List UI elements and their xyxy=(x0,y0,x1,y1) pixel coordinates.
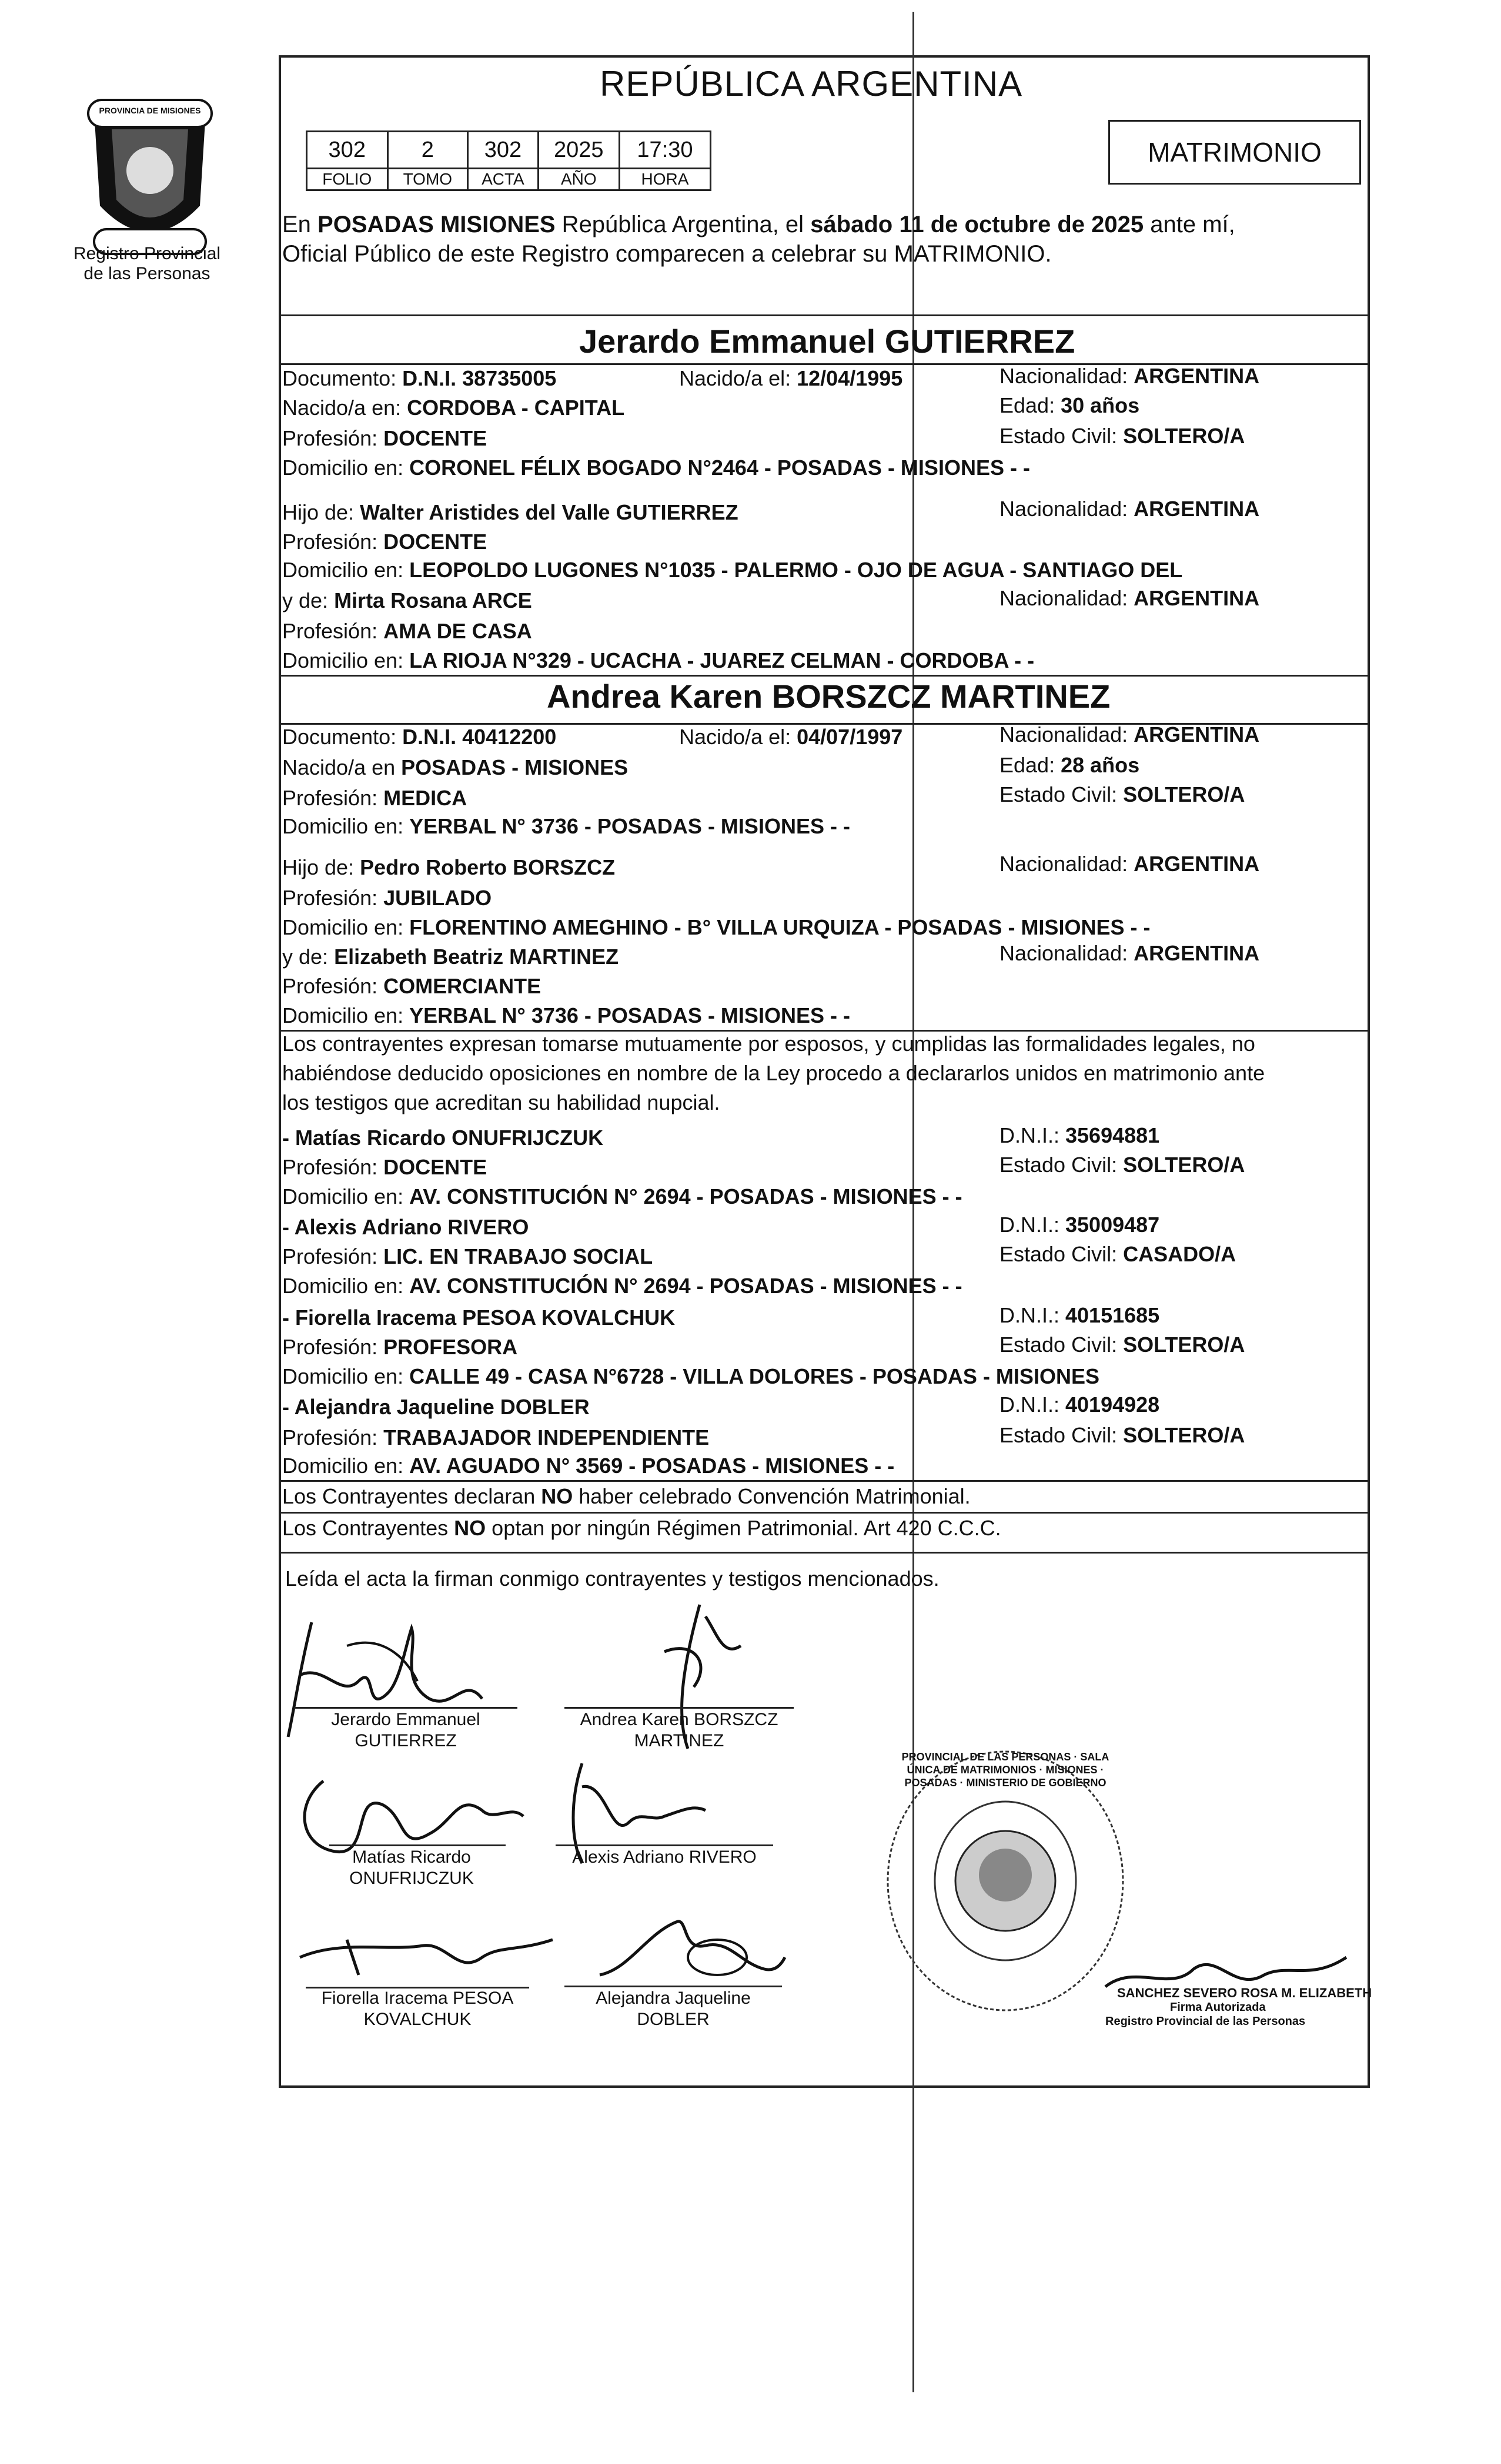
label: D.N.I.: xyxy=(999,1392,1066,1417)
label: Domicilio en: xyxy=(282,558,410,582)
spouse-1-birthdate xyxy=(679,366,902,391)
witness-4-profession xyxy=(282,1425,709,1451)
value: 35009487 xyxy=(1065,1213,1160,1237)
value: CORDOBA - CAPITAL xyxy=(407,396,625,420)
year-label: AÑO xyxy=(538,169,619,190)
label: Profesión: xyxy=(282,1335,384,1359)
label: Estado Civil: xyxy=(999,782,1124,806)
witness-2-dni xyxy=(999,1212,1159,1238)
signature-5-line-1: Fiorella Iracema PESOA xyxy=(321,1988,514,2008)
spouse-2-name: Andrea Karen BORSZCZ MARTINEZ xyxy=(547,678,1111,715)
value: ARGENTINA xyxy=(1134,722,1260,746)
signature-2-line-1: Andrea Karen BORSZCZ xyxy=(580,1710,778,1729)
value: ARGENTINA xyxy=(1134,364,1260,388)
acta-label: ACTA xyxy=(468,169,538,190)
value: SOLTERO/A xyxy=(1123,1153,1245,1177)
divider xyxy=(279,675,1370,677)
spouse-1-document xyxy=(282,366,556,391)
signature-2-line xyxy=(564,1707,794,1709)
spouse-2-father-profession xyxy=(282,885,492,911)
value: TRABAJADOR INDEPENDIENTE xyxy=(383,1425,710,1449)
divider xyxy=(279,1480,1370,1482)
declaration-line-1: Los contrayentes expresan tomarse mutuamente por esposos, y cumplidas las formalidades legales, no xyxy=(282,1032,1255,1056)
witness-3-civil xyxy=(999,1332,1245,1358)
tomo-value: 2 xyxy=(387,132,468,169)
signature-2-line-2: MARTINEZ xyxy=(634,1731,724,1750)
signature-3-label xyxy=(312,1847,512,1889)
witness-1-name: - Matías Ricardo ONUFRIJCZUK xyxy=(282,1126,604,1150)
value: CORONEL FÉLIX BOGADO N°2464 - POSADAS - MISIONES - - xyxy=(409,456,1030,480)
registry-label-line1: Registro Provincial xyxy=(73,244,221,263)
value: Walter Aristides del Valle GUTIERREZ xyxy=(360,500,738,524)
label: Hijo de: xyxy=(282,500,360,524)
spouse-2-mother-nationality xyxy=(999,940,1259,966)
label: Profesión: xyxy=(282,1244,384,1268)
label: Hijo de: xyxy=(282,855,360,879)
spouse-2-father-nationality xyxy=(999,851,1259,877)
witness-2-address xyxy=(282,1273,962,1299)
text: NO xyxy=(541,1484,573,1508)
label: Profesión: xyxy=(282,886,384,910)
convention-line-1 xyxy=(282,1484,971,1509)
value: 04/07/1997 xyxy=(797,725,903,749)
intro-text: ante mí, xyxy=(1144,212,1235,237)
value: LEOPOLDO LUGONES N°1035 - PALERMO - OJO DE AGUA - SANTIAGO DEL xyxy=(409,558,1183,582)
logo-text: PROVINCIA DE MISIONES xyxy=(99,106,201,115)
official-role-2: Registro Provincial de las Personas xyxy=(1105,2015,1306,2028)
spouse-1-mother xyxy=(282,588,532,614)
intro-place: POSADAS MISIONES xyxy=(317,212,556,237)
label: Nacido/a el: xyxy=(679,366,797,390)
signature-6-line-1: Alejandra Jaqueline xyxy=(596,1988,751,2008)
spouse-2-father-address xyxy=(282,915,1150,940)
value: AV. CONSTITUCIÓN N° 2694 - POSADAS - MISIONES - - xyxy=(409,1274,962,1298)
value: LA RIOJA N°329 - UCACHA - JUAREZ CELMAN - CORDOBA - - xyxy=(409,648,1035,672)
divider xyxy=(279,314,1370,316)
spouse-2-address xyxy=(282,813,850,839)
label: Domicilio en: xyxy=(282,1274,410,1298)
label: y de: xyxy=(282,588,335,612)
label: Nacionalidad: xyxy=(999,364,1134,388)
spouse-1-nationality xyxy=(999,363,1259,389)
spouse-1-age xyxy=(999,393,1139,419)
label: Estado Civil: xyxy=(999,1242,1124,1266)
hour-label: HORA xyxy=(619,169,710,190)
label: Documento: xyxy=(282,366,403,390)
spouse-1-mother-profession xyxy=(282,618,532,644)
label: D.N.I.: xyxy=(999,1123,1066,1147)
label: Domicilio en: xyxy=(282,814,410,838)
signature-4-line-1: Alexis Adriano RIVERO xyxy=(572,1847,757,1867)
signature-3-line-1: Matías Ricardo xyxy=(352,1847,471,1867)
value: D.N.I. 40412200 xyxy=(402,725,557,749)
label: Estado Civil: xyxy=(999,1423,1124,1447)
hour-value: 17:30 xyxy=(619,132,710,169)
spouse-1-birthplace xyxy=(282,395,624,421)
value: 28 años xyxy=(1061,753,1140,777)
value: JUBILADO xyxy=(383,886,492,910)
spouse-2-birthplace xyxy=(282,755,628,781)
witness-4-address xyxy=(282,1453,894,1479)
value: 40151685 xyxy=(1065,1303,1160,1327)
spouse-2-profession xyxy=(282,785,467,811)
value: AMA DE CASA xyxy=(383,619,532,643)
label: Nacido/a en xyxy=(282,755,402,779)
witness-1-dni xyxy=(999,1123,1159,1149)
label: Nacionalidad: xyxy=(999,852,1134,876)
label: D.N.I.: xyxy=(999,1213,1066,1237)
value: SOLTERO/A xyxy=(1123,782,1245,806)
spouse-1-civil-status xyxy=(999,423,1245,449)
signature-5-line-2: KOVALCHUK xyxy=(363,2010,472,2029)
spouse-1-father xyxy=(282,500,738,525)
acta-value: 302 xyxy=(468,132,538,169)
label: Domicilio en: xyxy=(282,456,410,480)
value: SOLTERO/A xyxy=(1123,1423,1245,1447)
year-value: 2025 xyxy=(538,132,619,169)
signature-6-image xyxy=(594,1899,788,1993)
spouse-2-birthdate xyxy=(679,724,902,750)
declaration-line-3: los testigos que acreditan su habilidad nupcial. xyxy=(282,1090,720,1114)
value: Mirta Rosana ARCE xyxy=(334,588,532,612)
value: DOCENTE xyxy=(383,426,487,450)
text: optan por ningún Régimen Patrimonial. Art 420 C.C.C. xyxy=(486,1516,1001,1540)
signature-2-label xyxy=(564,1709,794,1752)
spouse-2-mother-profession xyxy=(282,973,541,999)
spouse-1-profession xyxy=(282,426,487,451)
folio-value: 302 xyxy=(307,132,388,169)
value: ARGENTINA xyxy=(1134,852,1260,876)
act-type-box xyxy=(1108,120,1361,185)
signature-3-line-2: ONUFRIJCZUK xyxy=(349,1869,474,1888)
witness-4-dni xyxy=(999,1392,1159,1418)
divider xyxy=(279,1552,1370,1554)
spouse-1-address xyxy=(282,455,1030,481)
spouse-2-document xyxy=(282,724,556,750)
witness-3-dni xyxy=(999,1303,1159,1328)
witness-3-name: - Fiorella Iracema PESOA KOVALCHUK xyxy=(282,1305,676,1330)
spouse-1-father-profession xyxy=(282,529,487,555)
value: LIC. EN TRABAJO SOCIAL xyxy=(383,1244,653,1268)
value: FLORENTINO AMEGHINO - B° VILLA URQUIZA - POSADAS - MISIONES - - xyxy=(409,915,1151,939)
divider xyxy=(279,1512,1370,1514)
label: Nacionalidad: xyxy=(999,497,1134,521)
official-name: SANCHEZ SEVERO ROSA M. ELIZABETH xyxy=(1117,1986,1372,2000)
label: D.N.I.: xyxy=(999,1303,1066,1327)
signature-3-line xyxy=(329,1844,506,1846)
act-type: MATRIMONIO xyxy=(1148,137,1322,168)
intro-line-1 xyxy=(282,210,1235,239)
witness-3-profession xyxy=(282,1334,517,1360)
label: Nacionalidad: xyxy=(999,941,1134,965)
spouse-1-father-nationality xyxy=(999,496,1259,522)
spouse-1-mother-nationality xyxy=(999,585,1259,611)
spouse-2-father xyxy=(282,855,615,881)
witness-2-civil xyxy=(999,1241,1236,1267)
value: AV. CONSTITUCIÓN N° 2694 - POSADAS - MISIONES - - xyxy=(409,1184,962,1208)
label: Edad: xyxy=(999,393,1061,417)
label: Nacido/a en: xyxy=(282,396,407,420)
witness-1-civil xyxy=(999,1152,1245,1178)
label: Profesión: xyxy=(282,1155,384,1179)
spouse-1-father-address xyxy=(282,557,1182,583)
value: DOCENTE xyxy=(383,530,487,554)
signature-1-label xyxy=(294,1709,517,1752)
page-title: REPÚBLICA ARGENTINA xyxy=(600,64,1023,103)
label: Profesión: xyxy=(282,786,384,810)
signature-6-line xyxy=(564,1986,782,1987)
text: NO xyxy=(454,1516,486,1540)
signature-6-line-2: DOBLER xyxy=(637,2010,710,2029)
value: SOLTERO/A xyxy=(1123,1333,1245,1357)
declaration-line-2: habiéndose deducido oposiciones en nombre de la Ley procedo a declararlos unidos en matrimonio ante xyxy=(282,1061,1265,1085)
label: Nacionalidad: xyxy=(999,586,1134,610)
signature-4-line xyxy=(556,1844,773,1846)
official-role-1: Firma Autorizada xyxy=(1170,2001,1266,2014)
label: Domicilio en: xyxy=(282,1364,410,1388)
label: Estado Civil: xyxy=(999,1333,1124,1357)
value: YERBAL N° 3736 - POSADAS - MISIONES - - xyxy=(409,814,850,838)
label: Domicilio en: xyxy=(282,915,410,939)
value: ARGENTINA xyxy=(1134,941,1260,965)
convention-line-2 xyxy=(282,1515,1001,1541)
official-seal xyxy=(882,1746,1129,2016)
witness-3-address xyxy=(282,1364,1099,1390)
value: D.N.I. 38735005 xyxy=(402,366,557,390)
intro-text: En xyxy=(282,212,318,237)
folio-table xyxy=(306,130,711,191)
value: ARGENTINA xyxy=(1134,586,1260,610)
spouse-2-nationality xyxy=(999,722,1259,748)
spouse-2-age xyxy=(999,752,1139,778)
spouse-1-mother-address xyxy=(282,648,1034,674)
value: AV. AGUADO N° 3569 - POSADAS - MISIONES - - xyxy=(409,1454,895,1478)
signature-4-label xyxy=(556,1847,773,1868)
value: CASADO/A xyxy=(1123,1242,1236,1266)
registry-label-line2: de las Personas xyxy=(83,264,210,283)
spouse-2-civil-status xyxy=(999,782,1245,808)
registry-label xyxy=(53,244,241,284)
text: Los Contrayentes declaran xyxy=(282,1484,541,1508)
value: CALLE 49 - CASA N°6728 - VILLA DOLORES - POSADAS - MISIONES xyxy=(409,1364,1099,1388)
text: haber celebrado Convención Matrimonial. xyxy=(573,1484,971,1508)
value: PROFESORA xyxy=(383,1335,518,1359)
signature-5-label xyxy=(300,1988,535,2030)
label: Edad: xyxy=(999,753,1061,777)
value: 40194928 xyxy=(1065,1392,1160,1417)
value: 30 años xyxy=(1061,393,1140,417)
label: Profesión: xyxy=(282,974,384,998)
value: ARGENTINA xyxy=(1134,497,1260,521)
signature-1-line-2: GUTIERREZ xyxy=(355,1731,457,1750)
label: Domicilio en: xyxy=(282,1454,410,1478)
value: SOLTERO/A xyxy=(1123,424,1245,448)
intro-text: República Argentina, el xyxy=(555,212,811,237)
registry-logo xyxy=(71,88,229,270)
witness-2-name: - Alexis Adriano RIVERO xyxy=(282,1215,529,1239)
label: Profesión: xyxy=(282,1425,384,1449)
witness-2-profession xyxy=(282,1244,653,1270)
signature-6-label xyxy=(564,1988,782,2030)
value: DOCENTE xyxy=(383,1155,487,1179)
label: Domicilio en: xyxy=(282,648,410,672)
label: Nacionalidad: xyxy=(999,722,1134,746)
signature-1-line xyxy=(294,1707,517,1709)
spouse-2-mother xyxy=(282,944,619,970)
label: Profesión: xyxy=(282,426,384,450)
value: COMERCIANTE xyxy=(383,974,541,998)
label: Documento: xyxy=(282,725,403,749)
label: Profesión: xyxy=(282,619,384,643)
witness-4-name: - Alejandra Jaqueline DOBLER xyxy=(282,1395,590,1419)
witness-4-civil xyxy=(999,1422,1245,1448)
label: Estado Civil: xyxy=(999,1153,1124,1177)
witness-1-profession xyxy=(282,1154,487,1180)
value: Elizabeth Beatriz MARTINEZ xyxy=(334,945,619,969)
value: MEDICA xyxy=(383,786,467,810)
label: Domicilio en: xyxy=(282,1184,410,1208)
closing-text: Leída el acta la firman conmigo contrayentes y testigos mencionados. xyxy=(285,1566,940,1591)
value: Pedro Roberto BORSZCZ xyxy=(360,855,616,879)
signature-5-image xyxy=(294,1916,559,1987)
spouse-1-name: Jerardo Emmanuel GUTIERREZ xyxy=(579,323,1075,360)
folio-label: FOLIO xyxy=(307,169,388,190)
intro-line-2: Oficial Público de este Registro comparecen a celebrar su MATRIMONIO. xyxy=(282,241,1052,267)
value: 12/04/1995 xyxy=(797,366,903,390)
label: Nacido/a el: xyxy=(679,725,797,749)
value: 35694881 xyxy=(1065,1123,1160,1147)
tomo-label: TOMO xyxy=(387,169,468,190)
signature-1-line-1: Jerardo Emmanuel xyxy=(331,1710,480,1729)
value: YERBAL N° 3736 - POSADAS - MISIONES - - xyxy=(409,1003,850,1027)
label: Profesión: xyxy=(282,530,384,554)
label: y de: xyxy=(282,945,335,969)
label: Estado Civil: xyxy=(999,424,1124,448)
spouse-2-mother-address xyxy=(282,1003,850,1029)
seal-text: PROVINCIAL DE LAS PERSONAS · SALA ÚNICA DE MATRIMONIOS · MISIONES · POSADAS · MINISTERIO DE GOBIERNO xyxy=(901,1751,1109,1789)
text: Los Contrayentes xyxy=(282,1516,454,1540)
value: POSADAS - MISIONES xyxy=(401,755,629,779)
witness-1-address xyxy=(282,1184,962,1210)
label: Domicilio en: xyxy=(282,1003,410,1027)
intro-date: sábado 11 de octubre de 2025 xyxy=(810,212,1144,237)
